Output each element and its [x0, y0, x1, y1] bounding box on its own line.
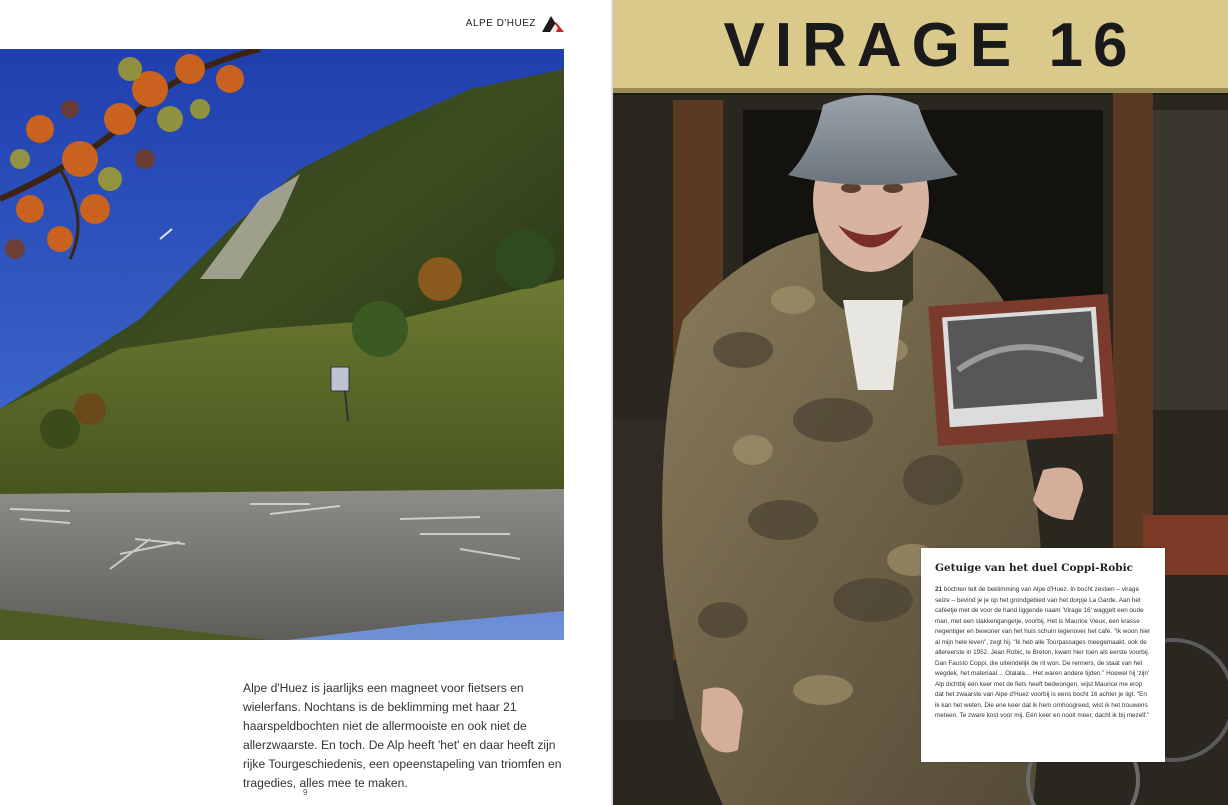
running-head — [466, 14, 564, 32]
sidebar-lead-number: 21 — [935, 586, 943, 593]
mountain-logo-icon — [542, 14, 564, 32]
running-head-label: ALPE D'HUEZ — [465, 17, 536, 29]
left-page — [0, 0, 612, 805]
intro-paragraph: Alpe d'Huez is jaarlijks een magneet voor fietsers en wielerfans. Nochtans is de beklimming met haar 21 haarspeldbochten niet de allermooiste en ook niet de allerzwaarste. En toch. De Alp heeft 'het' en daar heeft zijn rijke Tourgeschiedenis, een opeenstapeling van triomfen en tragedies, alles mee te maken. — [243, 681, 562, 790]
virage-16-sign-text: VIRAGE 16 — [723, 10, 1138, 80]
sidebar-body — [935, 585, 1151, 722]
virage-16-sign — [613, 0, 1228, 90]
sidebar-box — [921, 548, 1165, 762]
sidebar-title: Getuige van het duel Coppi-Robic — [935, 562, 1133, 574]
sidebar-body-text: bochten telt de beklimming van Alpe d'Huez. In bocht zestien – virage seize – bevind je je op het grondgebied van het dorpje La Garde. Aan het caféetje met de voor de hand liggende naam 'Virage 16' waggelt een oude man, met een slakkengangetje, voorbij. Het is Maurice Vieux, een krasse negentiger en bewoner van het huis schuin tegenover het café. "Ik woon hier al mijn hele leven", zegt hij. "Ik heb alle Tourpassages meegemaakt, ook de allereerste in 1952. Jean Robic, le Breton, kwam hier toen als eerste voorbij. Dan Fausto Coppi, die uiteindelijk de rit won. De renners, de staat van het wegdek, het materiaal… Olalala… Het waren andere tijden." Hoewel hij 'zijn' Alp dichtbij één keer met de fiets heeft bedwongen, wijst Maurice me erop dat het zwaarste van Alpe d'Huez voorbij is eens bocht 16 achter je ligt. "En ik kan het weten. Die ene keer dat ik hem omhoogreed, wist ik het trouwens meteen. Te zware kost voor mij. Eén keer en nooit meer, dacht ik bij mezelf." — [935, 586, 1151, 719]
page-number: 9 — [303, 788, 308, 797]
mountain-road-photo — [0, 49, 564, 640]
